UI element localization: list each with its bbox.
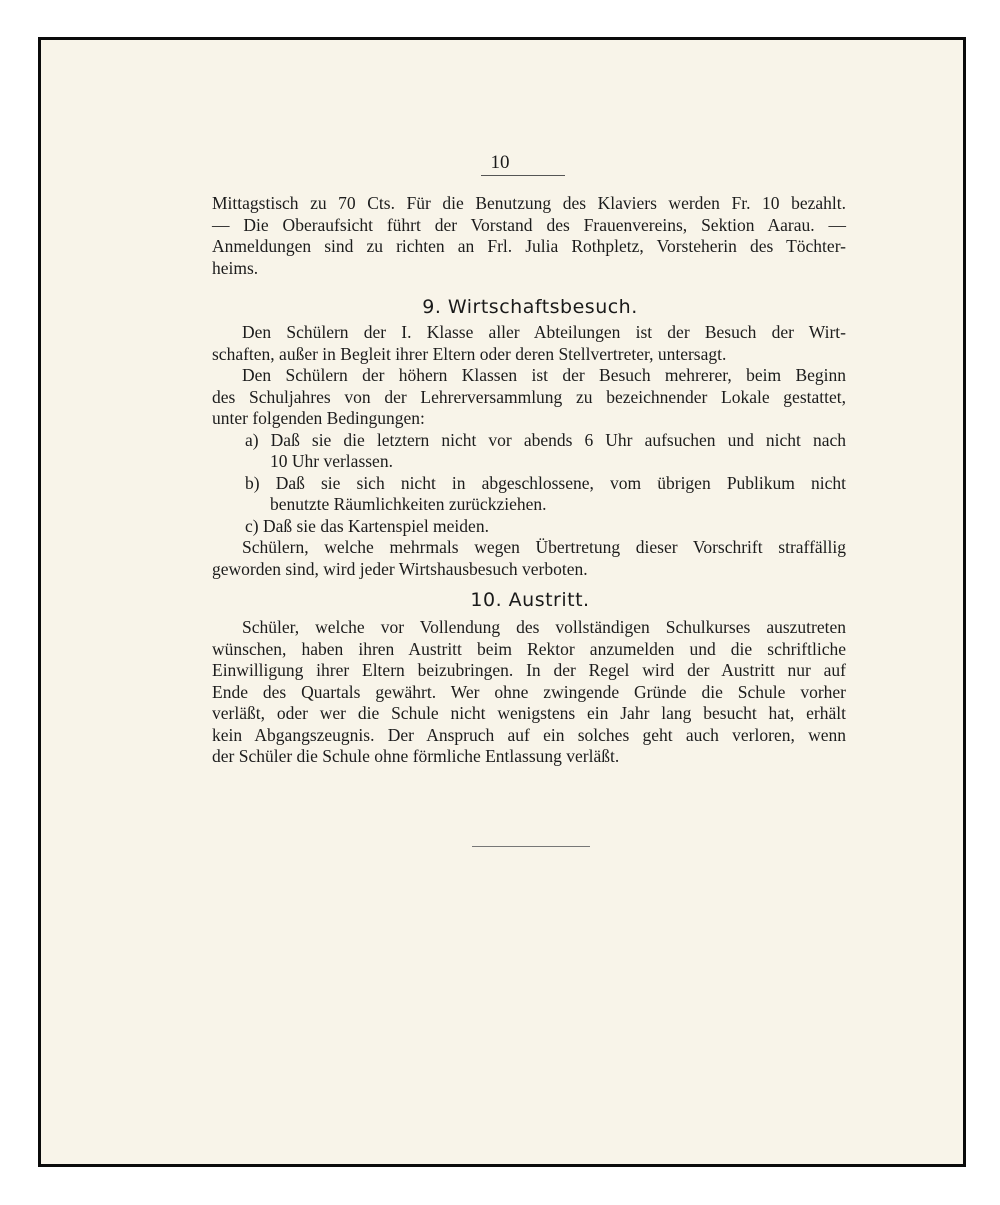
section-10-body [212, 617, 846, 768]
text-line: schaften, außer in Begleit ihrer Eltern oder deren Stellvertreter, untersagt. [212, 343, 727, 364]
text-line: verläßt, oder wer die Schule nicht wenigstens ein Jahr lang besucht hat, erhält [212, 703, 846, 723]
text-line: des Schuljahres von der Lehrerversammlung zu bezeichnender Lokale gestattet, [212, 386, 846, 407]
list-item-a-continued: 10 Uhr verlassen. [270, 451, 393, 471]
text-line: Mittagstisch zu 70 Cts. Für die Benutzung des Klaviers werden Fr. 10 bezahlt. [212, 193, 846, 213]
text-line: Den Schülern der I. Klasse aller Abteilungen ist der Besuch der Wirt- [242, 322, 846, 342]
list-item-a: a) Daß sie die letztern nicht vor abends 6 Uhr aufsuchen und nicht nach [245, 429, 846, 450]
section-9-heading: 9. Wirtschaftsbesuch. [422, 296, 638, 318]
text-line: kein Abgangszeugnis. Der Anspruch auf ein solches geht auch verloren, wenn [212, 724, 846, 745]
section-9-body [212, 322, 846, 580]
text-line: der Schüler die Schule ohne förmliche Entlassung verläßt. [212, 746, 620, 766]
section-10-heading: 10. Austritt. [470, 589, 590, 611]
text-line: unter folgenden Bedingungen: [212, 408, 425, 428]
text-line: — Die Oberaufsicht führt der Vorstand des Frauenvereins, Sektion Aarau. — [212, 214, 846, 235]
text-line: Schüler, welche vor Vollendung des vollständigen Schulkurses auszutreten [242, 617, 846, 637]
page-number: 10 [490, 152, 510, 173]
text-line: Einwilligung ihrer Eltern beizubringen. In der Regel wird der Austritt nur auf [212, 660, 846, 680]
list-item-b-continued: benutzte Räumlichkeiten zurückziehen. [270, 494, 547, 514]
text-line: Den Schülern der höhern Klassen ist der Besuch mehrerer, beim Beginn [242, 365, 846, 385]
intro-paragraph [212, 193, 846, 279]
end-rule [472, 846, 590, 847]
list-item-b: b) Daß sie sich nicht in abgeschlossene, vom übrigen Publikum nicht [245, 472, 846, 493]
text-line: geworden sind, wird jeder Wirtshausbesuch verboten. [212, 558, 588, 579]
text-line: heims. [212, 257, 259, 278]
text-line: Anmeldungen sind zu richten an Frl. Julia Rothpletz, Vorsteherin des Töchter- [212, 236, 846, 256]
page-number-rule [481, 175, 565, 176]
list-item-c: c) Daß sie das Kartenspiel meiden. [245, 515, 489, 536]
text-line: wünschen, haben ihren Austritt beim Rektor anzumelden und die schriftliche [212, 638, 846, 659]
text-line: Ende des Quartals gewährt. Wer ohne zwingende Gründe die Schule vorher [212, 681, 846, 702]
text-line: Schülern, welche mehrmals wegen Übertretung dieser Vorschrift straffällig [242, 537, 846, 557]
